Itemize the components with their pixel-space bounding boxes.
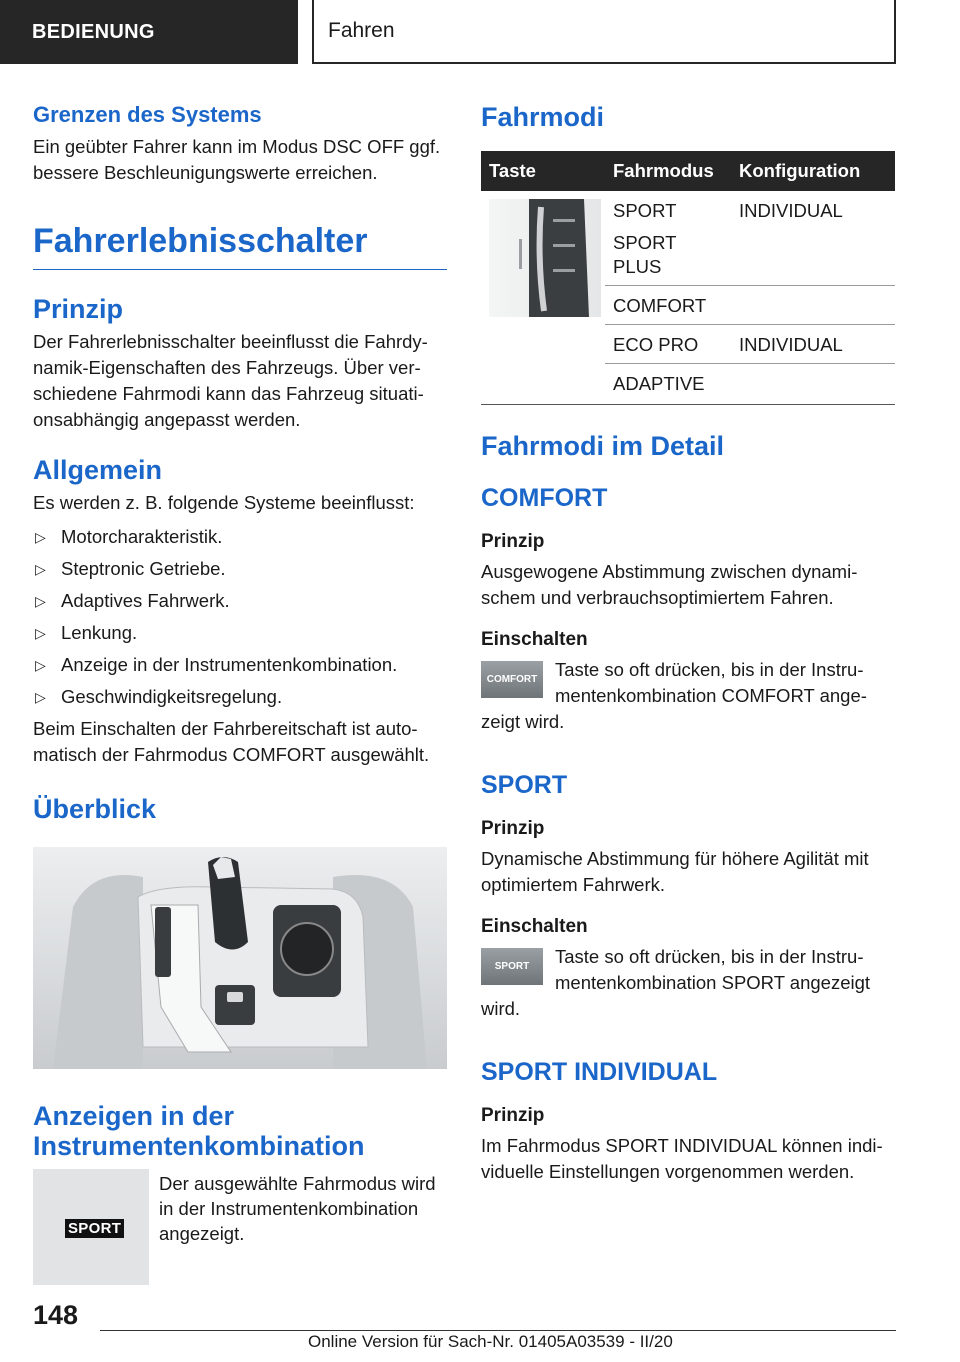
sport-principle-text: Dynamische Abstimmung für höhere Agilität mit optimiertem Fahrwerk. <box>481 848 869 895</box>
limits-heading: Grenzen des Systems <box>33 102 262 127</box>
mode-switch-image <box>489 199 601 317</box>
list-item: ▷ Motorcharakteristik. <box>33 524 447 550</box>
main-heading: Fahrerlebnisschalter <box>33 222 368 260</box>
general-intro: Es werden z. B. folgende Systeme beeinflusst: <box>33 492 415 513</box>
comfort-heading: COMFORT <box>481 484 608 512</box>
table-end <box>481 402 895 405</box>
comfort-on-text: Taste so oft drücken, bis in der Instru‐mentenkombination COMFORT ange‐zeigt wird. <box>481 659 867 732</box>
sport-individual-heading: SPORT INDIVIDUAL <box>481 1058 718 1086</box>
system-list <box>33 524 447 710</box>
sport-key-icon: SPORT <box>481 948 543 985</box>
comfort-on-label: Einschalten <box>481 629 588 650</box>
center-console-image <box>33 847 447 1069</box>
principle-heading: Prinzip <box>33 294 124 324</box>
config-cell: INDIVIDUAL <box>731 325 895 364</box>
left-column <box>33 100 447 1285</box>
footer-rule <box>100 1330 896 1331</box>
display-heading: Anzeigen in der Instrumentenkombination <box>33 1101 365 1161</box>
sport-badge: SPORT <box>65 1219 124 1238</box>
cluster-sport-image <box>33 1169 149 1285</box>
triangle-bullet-icon: ▷ <box>35 529 46 545</box>
sport-individual-principle-label: Prinzip <box>481 1105 545 1126</box>
sport-principle-label: Prinzip <box>481 818 545 839</box>
list-item: ▷ Geschwindigkeitsregelung. <box>33 684 447 710</box>
triangle-bullet-icon: ▷ <box>35 657 46 673</box>
footer-text: Online Version für Sach-Nr. 01405A03539 - II/20 <box>308 1332 673 1351</box>
page-number: 148 <box>33 1300 79 1330</box>
list-item: ▷ Anzeige in der Instrumentenkombination. <box>33 652 447 678</box>
config-cell: INDIVIDUAL <box>731 191 895 286</box>
column-header: Konfiguration <box>731 151 895 191</box>
right-column <box>481 100 895 1185</box>
column-header: Taste <box>481 151 605 191</box>
comfort-principle-text: Ausgewogene Abstimmung zwischen dynami‐schem und verbrauchsoptimiertem Fahren. <box>481 561 858 608</box>
overview-heading: Überblick <box>33 794 157 824</box>
mode-cell: ECO PRO <box>605 325 731 364</box>
mode-cell: ADAPTIVE <box>613 373 705 394</box>
header-chapter: Fahren <box>312 0 896 64</box>
mode-cell: SPORT SPORT PLUS <box>605 191 731 286</box>
sport-heading: SPORT <box>481 771 568 799</box>
principle-text: Der Fahrerlebnisschalter beeinflusst die Fahrdy‐namik-Eigenschaften des Fahrzeugs. Über ver‐schiedene Fahrmodi kann das Fahrzeug situati‐onsabhängig angepasst werden. <box>33 331 428 430</box>
column-header: Fahrmodus <box>605 151 731 191</box>
key-cell <box>481 191 605 402</box>
triangle-bullet-icon: ▷ <box>35 561 46 577</box>
heading-rule <box>33 269 447 270</box>
limits-text: Ein geübter Fahrer kann im Modus DSC OFF ggf. bessere Beschleunigungswerte erreichen. <box>33 136 441 183</box>
config-cell <box>731 364 895 403</box>
general-outro: Beim Einschalten der Fahrbereitschaft ist auto‐matisch der Fahrmodus COMFORT ausgewählt. <box>33 718 430 765</box>
comfort-key-icon: COMFORT <box>481 661 543 698</box>
triangle-bullet-icon: ▷ <box>35 625 46 641</box>
list-item: ▷ Adaptives Fahrwerk. <box>33 588 447 614</box>
modes-heading: Fahrmodi <box>481 102 605 132</box>
comfort-principle-label: Prinzip <box>481 531 545 552</box>
table-row <box>481 191 895 286</box>
sport-individual-principle-text: Im Fahrmodus SPORT INDIVIDUAL können indi‐viduelle Einstellungen vorgenommen werden. <box>481 1135 883 1182</box>
detail-heading: Fahrmodi im Detail <box>481 431 725 461</box>
sport-on-label: Einschalten <box>481 916 588 937</box>
list-item: ▷ Lenkung. <box>33 620 447 646</box>
display-text: Der ausgewählte Fahrmodus wird in der Instrumentenkombination angezeigt. <box>159 1173 436 1244</box>
triangle-bullet-icon: ▷ <box>35 593 46 609</box>
list-item: ▷ Steptronic Getriebe. <box>33 556 447 582</box>
modes-table <box>481 151 895 405</box>
sport-on-text: Taste so oft drücken, bis in der Instru‐mentenkombination SPORT angezeigt wird. <box>481 946 871 1019</box>
mode-cell: COMFORT <box>605 286 731 325</box>
console-illustration-icon <box>33 847 447 1069</box>
header-section: BEDIENUNG <box>0 0 298 64</box>
config-cell <box>731 286 895 325</box>
general-heading: Allgemein <box>33 455 163 485</box>
mode-switch-icon <box>489 199 601 317</box>
triangle-bullet-icon: ▷ <box>35 689 46 705</box>
